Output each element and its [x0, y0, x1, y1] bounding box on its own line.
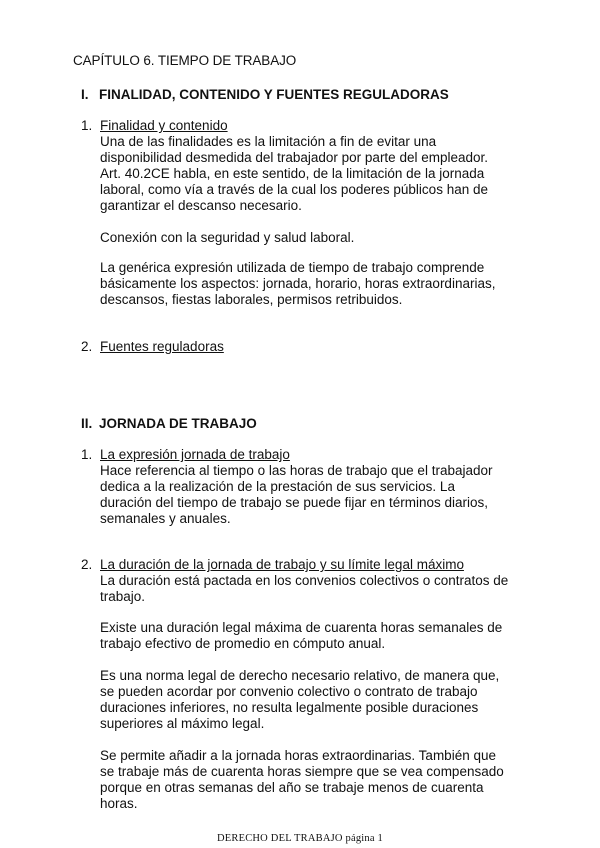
paragraph: Una de las finalidades es la limitación a fin de evitar una disponibilidad desmedida del trabajador por parte del empleador. Art. 40.2CE habla, en este sentido, de la limitación de la jornada laboral, como vía a través de la cual los poderes públicos han de garantizar el descanso necesario.	[100, 134, 489, 213]
section-number: II.	[81, 416, 93, 431]
item-title: La duración de la jornada de trabajo y su límite legal máximo	[100, 557, 464, 572]
paragraph: La duración está pactada en los convenios colectivos o contratos de trabajo.	[100, 573, 509, 604]
item-title: Finalidad y contenido	[100, 118, 228, 133]
section-heading	[81, 416, 257, 431]
item-title: Fuentes reguladoras	[100, 339, 224, 354]
section-heading	[81, 87, 449, 102]
item-number: 2.	[81, 557, 93, 572]
paragraph: Conexión con la seguridad y salud laboral.	[100, 230, 355, 245]
item-number: 2.	[81, 339, 93, 354]
section-title: FINALIDAD, CONTENIDO Y FUENTES REGULADORAS	[99, 87, 449, 102]
item-title: La expresión jornada de trabajo	[100, 447, 290, 462]
item-number: 1.	[81, 447, 93, 462]
section-number: I.	[81, 87, 89, 102]
section-title: JORNADA DE TRABAJO	[99, 416, 257, 431]
chapter-title: CAPÍTULO 6. TIEMPO DE TRABAJO	[73, 53, 297, 68]
page-footer: DERECHO DEL TRABAJO página 1	[216, 833, 383, 844]
paragraph: Hace referencia al tiempo o las horas de trabajo que el trabajador dedica a la realización de la prestación de sus servicios. La duración del tiempo de trabajo se puede fijar en términos diarios, semanales y anuales.	[100, 463, 493, 526]
item-number: 1.	[81, 118, 93, 133]
paragraph: Existe una duración legal máxima de cuarenta horas semanales de trabajo efectivo de promedio en cómputo anual.	[100, 620, 503, 651]
paragraph: La genérica expresión utilizada de tiempo de trabajo comprende básicamente los aspectos: jornada, horario, horas extraordinarias, descansos, fiestas laborales, permisos retribuidos.	[100, 260, 496, 307]
paragraph: Es una norma legal de derecho necesario relativo, de manera que, se pueden acordar por convenio colectivo o contrato de trabajo duraciones inferiores, no resulta legalmente posible duraciones superiores al máximo legal.	[100, 668, 500, 731]
paragraph: Se permite añadir a la jornada horas extraordinarias. También que se trabaje más de cuarenta horas siempre que se vea compensado porque en otras semanas del año se trabaje menos de cuarenta horas.	[100, 748, 504, 811]
